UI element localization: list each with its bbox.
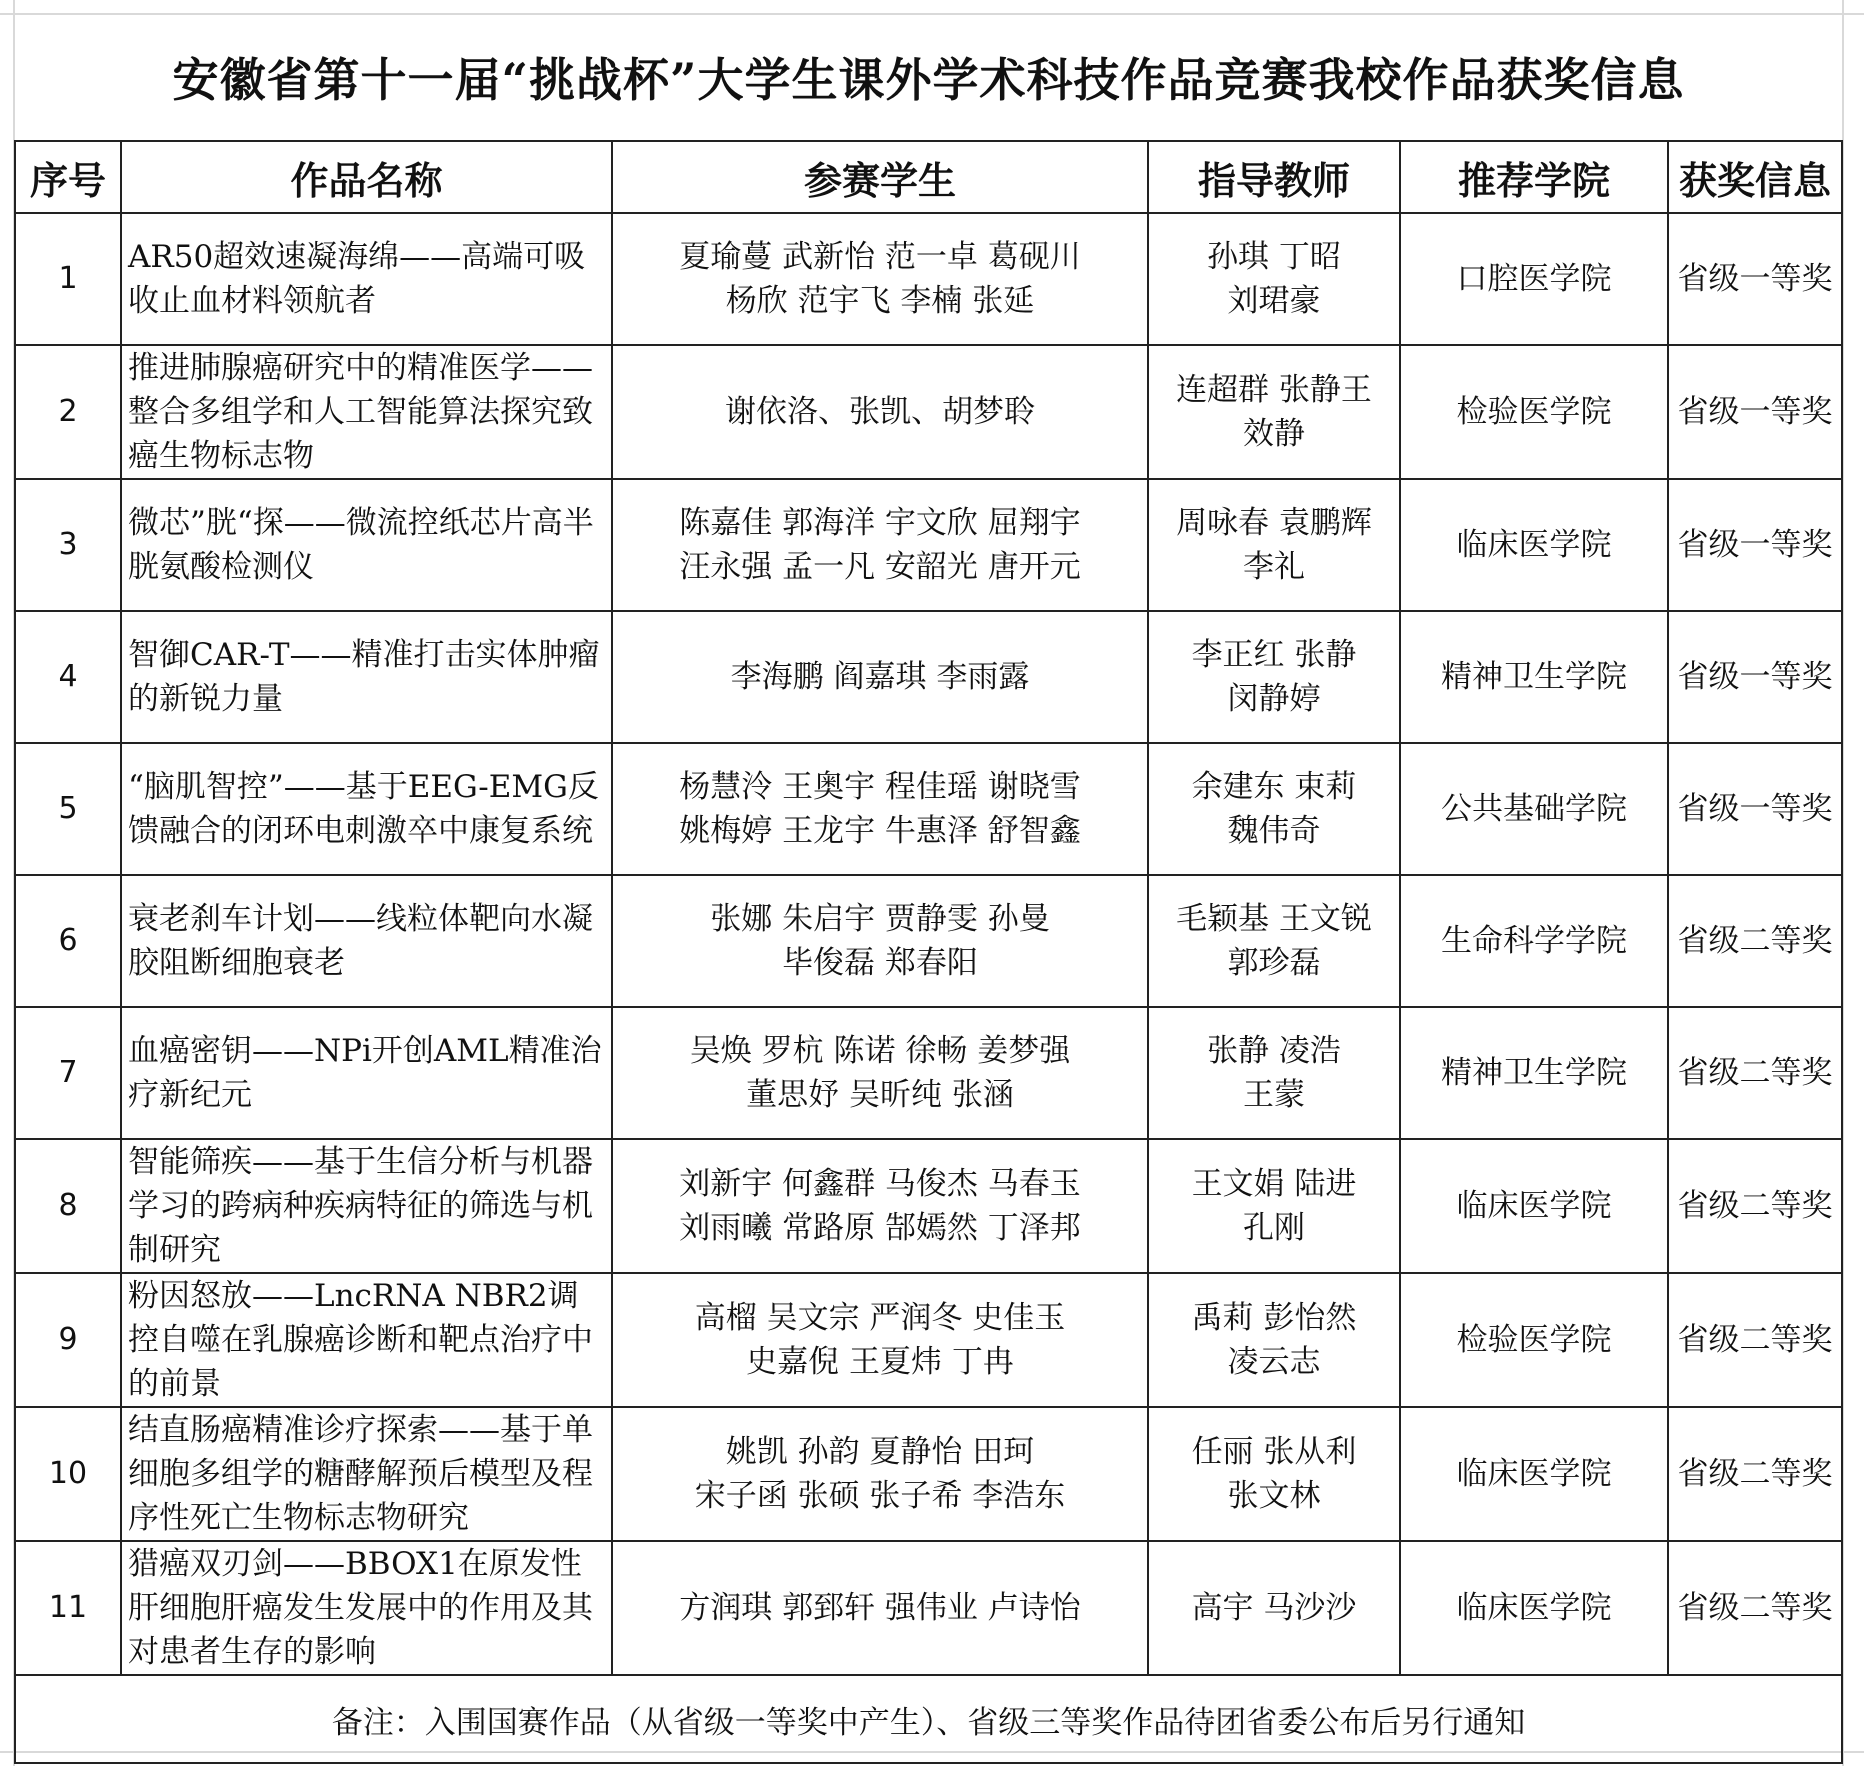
cell-index: 10 [15,1407,121,1541]
cell-index: 8 [15,1139,121,1273]
cell-college: 公共基础学院 [1400,743,1668,875]
cell-work: 智能筛疾——基于生信分析与机器学习的跨病种疾病特征的筛选与机制研究 [121,1139,612,1273]
table-row [15,1139,1842,1273]
cell-work: 粉因怒放——LncRNA NBR2调控自噬在乳腺癌诊断和靶点治疗中的前景 [121,1273,612,1407]
cell-college: 临床医学院 [1400,1541,1668,1675]
cell-teachers [1148,743,1400,875]
teachers-line: 张静 凌浩 [1207,1033,1341,1069]
cell-award: 省级二等奖 [1668,1407,1842,1541]
cell-college: 精神卫生学院 [1400,611,1668,743]
cell-teachers [1148,1007,1400,1139]
cell-work: 血癌密钥——NPi开创AML精准治疗新纪元 [121,1007,612,1139]
cell-teachers [1148,1541,1400,1675]
header-college: 推荐学院 [1400,141,1668,213]
teachers-line: 凌云志 [1227,1344,1321,1380]
cell-students [612,1273,1148,1407]
table-row [15,1541,1842,1675]
students-line: 谢依洛、张凯、胡梦聆 [725,394,1035,430]
teachers-line: 周咏春 袁鹏辉 [1176,505,1372,541]
cell-teachers [1148,611,1400,743]
cell-teachers [1148,1273,1400,1407]
cell-college: 口腔医学院 [1400,213,1668,345]
cell-teachers [1148,875,1400,1007]
cell-students [612,1541,1148,1675]
cell-college: 检验医学院 [1400,1273,1668,1407]
cell-students [612,611,1148,743]
students-line: 姚梅婷 王龙宇 牛惠泽 舒智鑫 [679,813,1081,849]
spreadsheet-sheet [14,14,1843,1764]
note-text: 备注：入围国赛作品（从省级一等奖中产生）、省级三等奖作品待团省委公布后另行通知 [15,1675,1842,1763]
cell-college: 生命科学学院 [1400,875,1668,1007]
cell-index: 6 [15,875,121,1007]
students-line: 吴焕 罗杭 陈诺 徐畅 姜梦强 [689,1033,1071,1069]
teachers-line: 毛颖基 王文锐 [1176,901,1372,937]
cell-index: 5 [15,743,121,875]
cell-college: 精神卫生学院 [1400,1007,1668,1139]
cell-students [612,1139,1148,1273]
students-line: 高榴 吴文宗 严润冬 史佳玉 [694,1300,1066,1336]
teachers-line: 刘珺豪 [1227,283,1321,319]
cell-teachers [1148,479,1400,611]
header-teachers: 指导教师 [1148,141,1400,213]
teachers-line: 高宇 马沙沙 [1191,1590,1357,1626]
cell-college: 临床医学院 [1400,1407,1668,1541]
cell-index: 11 [15,1541,121,1675]
cell-index: 3 [15,479,121,611]
teachers-line: 任丽 张从利 [1191,1434,1357,1470]
teachers-line: 魏伟奇 [1227,813,1321,849]
cell-work: AR50超效速凝海绵——高端可吸收止血材料领航者 [121,213,612,345]
table-row [15,345,1842,479]
cell-college: 临床医学院 [1400,1139,1668,1273]
teachers-line: 闵静婷 [1227,681,1321,717]
table-row [15,875,1842,1007]
header-students: 参赛学生 [612,141,1148,213]
teachers-line: 李正红 张静 [1191,637,1357,673]
cell-college: 临床医学院 [1400,479,1668,611]
cell-teachers [1148,1139,1400,1273]
teachers-line: 禹莉 彭怡然 [1191,1300,1357,1336]
cell-students [612,345,1148,479]
teachers-line: 孙琪 丁昭 [1207,239,1341,275]
teachers-line: 李礼 [1243,549,1305,585]
students-line: 毕俊磊 郑春阳 [782,945,978,981]
cell-award: 省级二等奖 [1668,1007,1842,1139]
cell-award: 省级一等奖 [1668,611,1842,743]
students-line: 方润琪 郭郅轩 强伟业 卢诗怡 [679,1590,1081,1626]
cell-index: 2 [15,345,121,479]
students-line: 张娜 朱启宇 贾静雯 孙曼 [710,901,1050,937]
table-header-row [15,141,1842,213]
cell-work: 衰老刹车计划——线粒体靶向水凝胶阻断细胞衰老 [121,875,612,1007]
cell-work: “脑肌智控”——基于EEG-EMG反馈融合的闭环电刺激卒中康复系统 [121,743,612,875]
cell-index: 9 [15,1273,121,1407]
cell-students [612,743,1148,875]
students-line: 汪永强 孟一凡 安韶光 唐开元 [679,549,1081,585]
teachers-line: 郭珍磊 [1227,945,1321,981]
students-line: 杨欣 范宇飞 李楠 张延 [725,283,1035,319]
cell-award: 省级一等奖 [1668,479,1842,611]
table-row [15,743,1842,875]
teachers-line: 王文娟 陆进 [1191,1166,1357,1202]
header-work: 作品名称 [121,141,612,213]
cell-students [612,1007,1148,1139]
students-line: 刘新宇 何鑫群 马俊杰 马春玉 [679,1166,1081,1202]
cell-award: 省级二等奖 [1668,1541,1842,1675]
students-line: 夏瑜蔓 武新怡 范一卓 葛砚川 [679,239,1081,275]
cell-teachers [1148,213,1400,345]
header-award: 获奖信息 [1668,141,1842,213]
cell-work: 微芯”胱“探——微流控纸芯片高半胱氨酸检测仪 [121,479,612,611]
table-row [15,213,1842,345]
cell-work: 猎癌双刃剑——BBOX1在原发性肝细胞肝癌发生发展中的作用及其对患者生存的影响 [121,1541,612,1675]
teachers-line: 效静 [1243,416,1305,452]
cell-award: 省级一等奖 [1668,743,1842,875]
cell-students [612,479,1148,611]
teachers-line: 张文林 [1227,1478,1321,1514]
cell-work: 结直肠癌精准诊疗探索——基于单细胞多组学的糖酵解预后模型及程序性死亡生物标志物研究 [121,1407,612,1541]
cell-index: 1 [15,213,121,345]
students-line: 杨慧泠 王奥宇 程佳瑶 谢晓雪 [679,769,1081,805]
teachers-line: 王蒙 [1243,1077,1305,1113]
table-row [15,611,1842,743]
cell-index: 7 [15,1007,121,1139]
students-line: 史嘉倪 王夏炜 丁冉 [746,1344,1014,1380]
page-title: 安徽省第十一届“挑战杯”大学生课外学术科技作品竞赛我校作品获奖信息 [172,53,1685,107]
cell-work: 智御CAR-T——精准打击实体肿瘤的新锐力量 [121,611,612,743]
cell-award: 省级一等奖 [1668,345,1842,479]
cell-index: 4 [15,611,121,743]
award-table [14,14,1843,1764]
table-row [15,479,1842,611]
note-row [15,1675,1842,1763]
cell-college: 检验医学院 [1400,345,1668,479]
cell-award: 省级二等奖 [1668,1273,1842,1407]
cell-award: 省级二等奖 [1668,1139,1842,1273]
students-line: 姚凯 孙韵 夏静怡 田珂 [725,1434,1035,1470]
cell-teachers [1148,345,1400,479]
table-row [15,1273,1842,1407]
students-line: 陈嘉佳 郭海洋 宇文欣 屈翔宇 [679,505,1081,541]
header-index: 序号 [15,141,121,213]
teachers-line: 余建东 束莉 [1191,769,1357,805]
cell-award: 省级一等奖 [1668,213,1842,345]
students-line: 李海鹏 阎嘉琪 李雨露 [730,659,1030,695]
students-line: 董思妤 吴昕纯 张涵 [746,1077,1014,1113]
cell-students [612,213,1148,345]
cell-teachers [1148,1407,1400,1541]
students-line: 刘雨曦 常路原 郜嫣然 丁泽邦 [679,1210,1081,1246]
cell-award: 省级二等奖 [1668,875,1842,1007]
students-line: 宋子函 张硕 张子希 李浩东 [694,1478,1066,1514]
cell-students [612,875,1148,1007]
teachers-line: 孔刚 [1243,1210,1305,1246]
cell-work: 推进肺腺癌研究中的精准医学——整合多组学和人工智能算法探究致癌生物标志物 [121,345,612,479]
teachers-line: 连超群 张静王 [1176,372,1372,408]
cell-students [612,1407,1148,1541]
table-row [15,1407,1842,1541]
table-row [15,1007,1842,1139]
